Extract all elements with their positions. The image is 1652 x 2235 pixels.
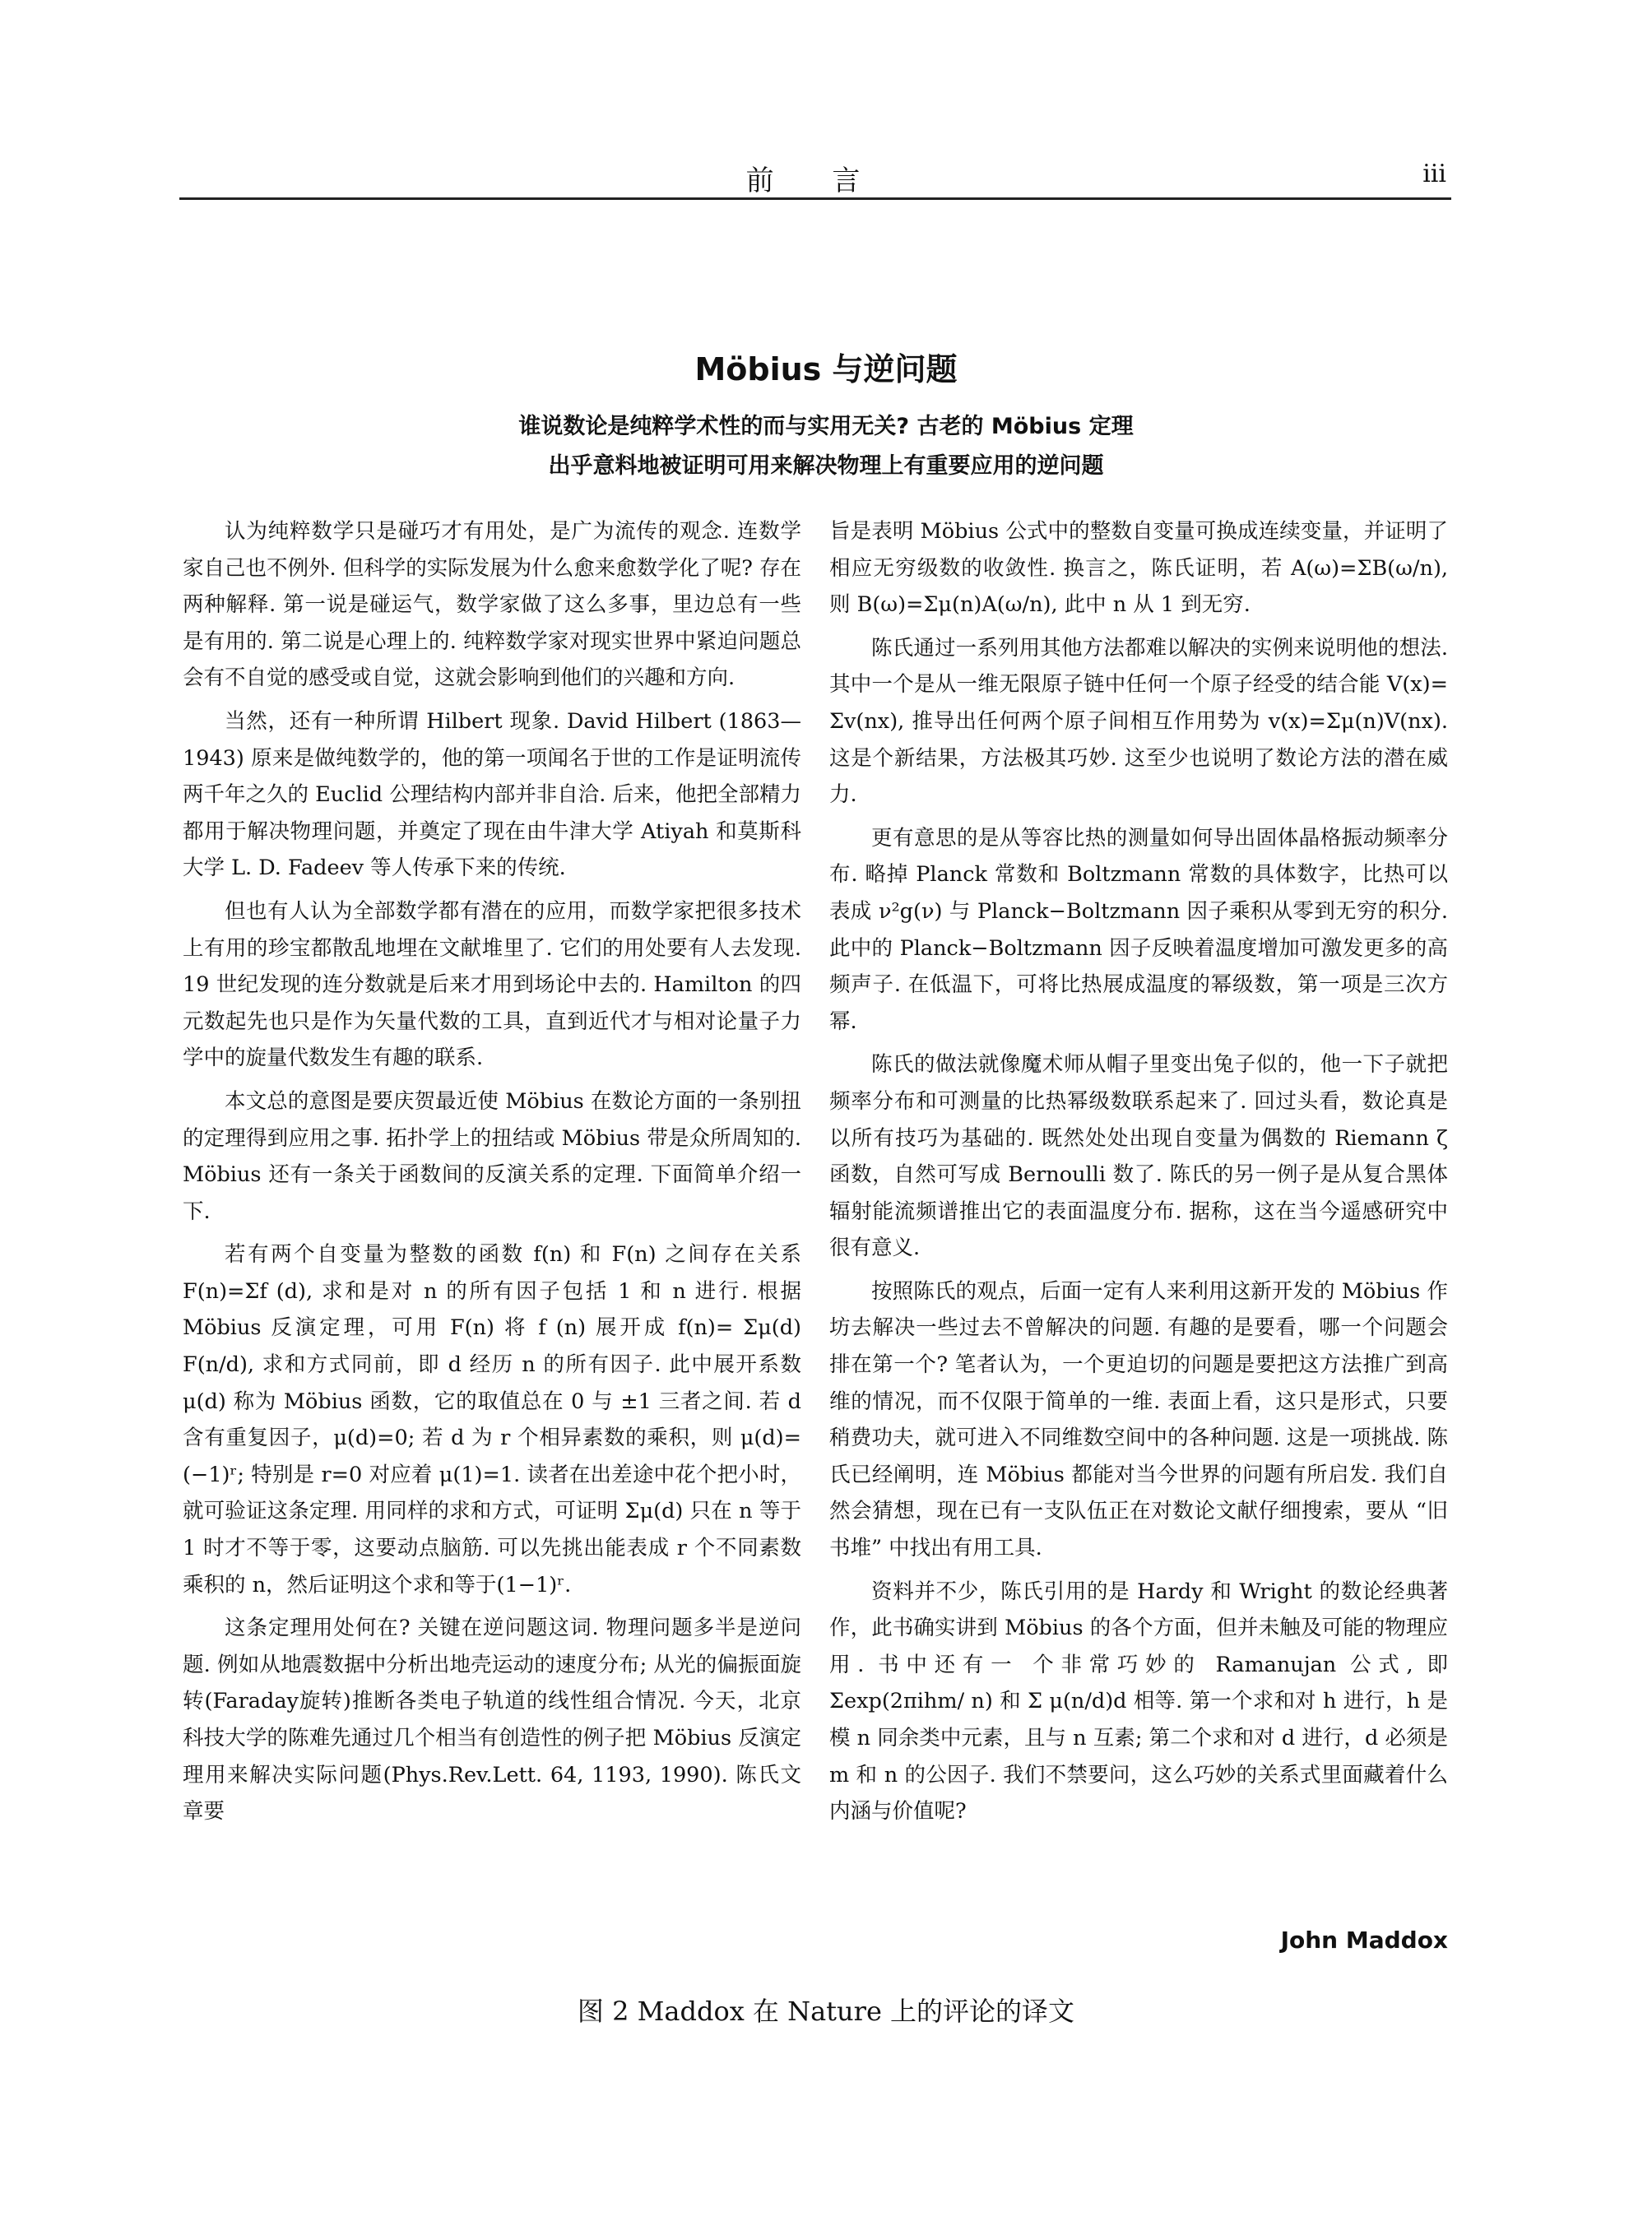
paragraph: 陈氏通过一系列用其他方法都难以解决的实例来说明他的想法. 其中一个是从一维无限原子链中任何一个原子经受的结合能 V(x)= Σv(nx), 推导出任何两个原子间相互作用势为 v(x)=Σμ(n)V(nx). 这是个新结果，方法极其巧妙. 这至少也说明了数论方法的潜在威力. xyxy=(829,635,1448,808)
paragraph: 若有两个自变量为整数的函数 f(n) 和 F(n) 之间存在关系 F(n)=Σf (d), 求和是对 n 的所有因子包括 1 和 n 进行. 根据 Möbius 反演定理，可用 F(n) 将 f (n) 展开成 f(n)= Σμ(d) F(n/d), 求和方式同前，即 d 经历 n 的所有因子. 此中展开系数 μ(d) 称为 Möbius 函数，它的取值总在 0 与 ±1 三者之间. 若 d 含有重复因子，μ(d)=0; 若 d 为 r 个相异素数的乘积，则 μ(d)=(−1)ʳ; 特别是 r=0 对应着 μ(1)=1. 读者在出差途中花个把小时，就可验证这条定理. 用同样的求和方式，可证明 Σμ(d) 只在 n 等于 1 时才不等于零，这要动点脑筋. 可以先挑出能表成 r 个不同素数乘积的 n，然后证明这个求和等于(1−1)ʳ. xyxy=(183,1242,801,1597)
paragraph: 但也有人认为全部数学都有潜在的应用，而数学家把很多技术上有用的珍宝都散乱地埋在文献堆里了. 它们的用处要有人去发现. 19 世纪发现的连分数就是后来才用到场论中去的. Hamilton 的四元数起先也只是作为矢量代数的工具，直到近代才与相对论量子力学中的旋量代数发生有趣的联系. xyxy=(183,898,801,1071)
right-column xyxy=(829,513,1448,1961)
header-title: 前 言 xyxy=(745,165,885,197)
paragraph: 陈氏的做法就像魔术师从帽子里变出兔子似的，他一下子就把频率分布和可测量的比热幂级数联系起来了. 回过头看，数论真是以所有技巧为基础的. 既然处处出现自变量为偶数的 Riemann ζ 函数，自然可写成 Bernoulli 数了. 陈氏的另一例子是从复合黑体辐射能流频谱推出它的表面温度分布. 据称，这在当今遥感研究中很有意义. xyxy=(829,1052,1448,1261)
paragraph: 按照陈氏的观点，后面一定有人来利用这新开发的 Möbius 作坊去解决一些过去不曾解决的问题. 有趣的是要看，哪一个问题会排在第一个? 笔者认为，一个更迫切的问题是要把这方法推广到高维的情况，而不仅限于简单的一维. 表面上看，这只是形式，只要稍费功夫，就可进入不同维数空间中的各种问题. 这是一项挑战. 陈氏已经阐明，连 Möbius 都能对当今世界的问题有所启发. 我们自然会猜想，现在已有一支队伍正在对数论文献仔细搜索，要从 “旧书堆” 中找出有用工具. xyxy=(829,1278,1448,1561)
author-signature: John Maddox xyxy=(1280,1927,1448,1954)
paragraph: 更有意思的是从等容比热的测量如何导出固体晶格振动频率分布. 略掉 Planck 常数和 Boltzmann 常数的具体数字，比热可以表成 ν²g(ν) 与 Planck−Boltzmann 因子乘积从零到无穷的积分. 此中的 Planck−Boltzmann 因子反映着温度增加可激发更多的高频声子. 在低温下，可将比热展成温度的幂级数，第一项是三次方幂. xyxy=(829,825,1448,1034)
page-number: iii xyxy=(1422,160,1446,188)
figure-caption: 图 2 Maddox 在 Nature 上的评论的译文 xyxy=(577,1996,1075,2027)
article-title: Möbius 与逆问题 xyxy=(694,351,958,387)
article-subtitle-line-1: 谁说数论是纯粹学术性的而与实用无关? 古老的 Möbius 定理 xyxy=(518,414,1134,439)
article-subtitle-line-2: 出乎意料地被证明可用来解决物理上有重要应用的逆问题 xyxy=(548,453,1104,479)
paragraph: 认为纯粹数学只是碰巧才有用处，是广为流传的观念. 连数学家自己也不例外. 但科学的实际发展为什么愈来愈数学化了呢? 存在两种解释. 第一说是碰运气，数学家做了这么多事，里边总有一些是有用的. 第二说是心理上的. 纯粹数学家对现实世界中紧迫问题总会有不自觉的感受或自觉，这就会影响到他们的兴趣和方向. xyxy=(183,519,801,691)
left-column xyxy=(183,513,801,1961)
paragraph: 本文总的意图是要庆贺最近使 Möbius 在数论方面的一条别扭的定理得到应用之事. 拓扑学上的扭结或 Möbius 带是众所周知的. Möbius 还有一条关于函数间的反演关系的定理. 下面简单介绍一下. xyxy=(183,1088,801,1224)
paragraph-continuation: 旨是表明 Möbius 公式中的整数自变量可换成连续变量，并证明了相应无穷级数的收敛性. 换言之，陈氏证明，若 A(ω)=ΣB(ω/n), 则 B(ω)=Σμ(n)A(ω/n), 此中 n 从 1 到无穷. xyxy=(829,519,1448,618)
running-header xyxy=(179,155,1451,200)
paragraph: 资料并不少，陈氏引用的是 Hardy 和 Wright 的数论经典著作，此书确实讲到 Möbius 的各个方面，但并未触及可能的物理应用. 书中还有一 个非常巧妙的 Ramanujan 公式, 即 Σexp(2πihm/ n) 和 Σ μ(n/d)d 相等. 第一个求和对 h 进行，h 是模 n 同余类中元素，且与 n 互素; 第二个求和对 d 进行，d 必须是 m 和 n 的公因子. 我们不禁要问，这么巧妙的关系式里面藏着什么内涵与价值呢? xyxy=(829,1579,1448,1825)
paragraph: 当然，还有一种所谓 Hilbert 现象. David Hilbert (1863—1943) 原来是做纯数学的，他的第一项闻名于世的工作是证明流传两千年之久的 Euclid 公理结构内部并非自洽. 后来，他把全部精力都用于解决物理问题，并奠定了现在由牛津大学 Atiyah 和莫斯科大学 L. D. Fadeev 等人传承下来的传统. xyxy=(183,708,801,881)
paragraph: 这条定理用处何在? 关键在逆问题这词. 物理问题多半是逆问题. 例如从地震数据中分析出地壳运动的速度分布; 从光的偏振面旋转(Faraday旋转)推断各类电子轨道的线性组合情况. 今天，北京科技大学的陈难先通过几个相当有创造性的例子把 Möbius 反演定理用来解决实际问题(Phys.Rev.Lett. 64, 1193, 1990). 陈氏文章要 xyxy=(183,1616,801,1825)
